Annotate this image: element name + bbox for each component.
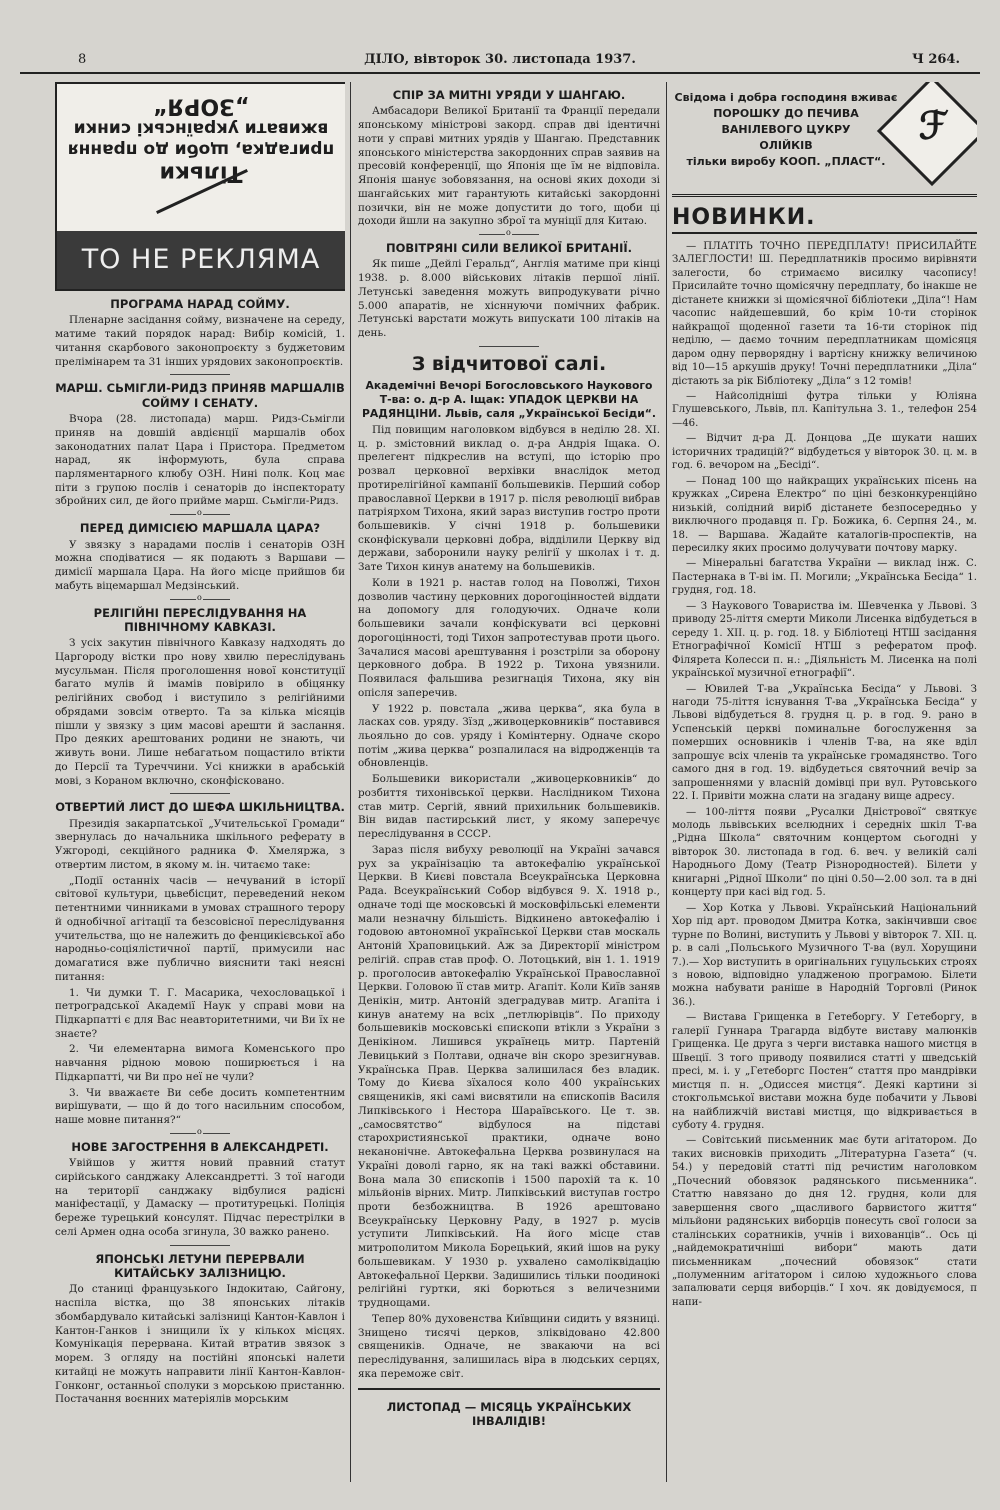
paragraph: У 1922 р. повстала „жива церква“, яка була в ласках сов. уряду. Зїзд „живоцерковників“ поставився льояльно до сов. уряду і Комінтерну. Одначе скоро потім „жива церква“ розпалилася на відродженців та обновленців.: [358, 702, 660, 770]
plast-logo-icon: ℱ: [877, 82, 977, 186]
paragraph: З усіх закутин північного Кавказу надходять до Царгороду вістки про нову хвилю переслідувань мусульман. Після проголошення нової конституції багато мулів й імамів повірило в обіцянку релігійних свобод і виступило з релігійними обрядами зовсім отверто. Та за кілька місяців пішли у звязку з цим масові арешти й заслання. Про деяких арештованих родини не знають, чи живуть вони. Лише небагатьом пощастило втікти до Персії та Туреччини. Усі книжки в арабській мові, з Кораном включно, сконфісковано.: [55, 637, 345, 787]
paragraph: Як пише „Дейлі Геральд“, Англія матиме при кінці 1938. р. 8.000 військових літаків першої лінії. Летунські заведення можуть випродукувати річно 5.000 апаратів, не хісннуючи помічних фабрик. Летунські варстати можуть випускати 100 літаків на день.: [358, 258, 660, 340]
paragraph: Вчора (28. листопада) марш. Ридз-Сьмігли приняв на довшій авдієнції маршалів обох законодатних палат Цара і Пристора. Предметом нарад, як інформують, була справа парляментарного клюбу ОЗН. Нині полк. Коц має піти з групою послів і сенаторів до інспекторату збройних сил, де його приймe марш. Сьмігли-Ридз.: [55, 413, 345, 508]
headline: НОВЕ ЗАГОСТРЕННЯ В АЛЕКСАНДРЕТІ.: [71, 1139, 329, 1154]
column-1: [55, 82, 345, 1502]
masthead: [20, 52, 980, 74]
headline: РЕЛІГІЙНІ ПЕРЕСЛІДУВАННЯ НА ПІВНІЧНОМУ КАВКАЗІ.: [93, 605, 307, 634]
headline: СПІР ЗА МИТНІ УРЯДИ У ШАНГАЮ.: [392, 88, 626, 102]
zorya-line-3: вживати українські синки: [73, 118, 329, 139]
news-item: — ПЛАТІТЬ ТОЧНО ПЕРЕДПЛАТУ! ПРИСИЛАЙТЕ ЗАЛЕГЛОСТИ! Ш. Передплатників просимо вирівняти залегости, бо стримаємо висилку часопису! Присилайте точно щомісячну передплату, бо інакше не дістанете книжки зі щомісячної бібліотеки „Діла“! Нам часопис найдешевший, бо крім 10-ти сторінок найкращої щоденної газети та 16-ти сторінок під неділю, — даємо точним передплатникам щомісяця даром одну перворядну і вартісну книжку величиною від 10—15 аркушів друку! Точні передплатники „Діла“ дістають за рік Бібліотеку „Діла“ з 12 томів!: [672, 241, 977, 387]
paragraph: 1. Чи думки Т. Г. Масарика, чехословацької і петроградської Академії Наук у справі мови на Підкарпатті є для Вас неавторитетними, чи Ви їх не знаєте?: [55, 986, 345, 1040]
paragraph: Під повищим наголовком відбувся в неділю 28. XI. ц. р. змістовний виклад о. д-ра Андрія Іщака. О. прелегент підкреслив на вступі, що історію про розвал церковної верхівки внаслідок метод протирелігійної кампанії большевиків. Перший собор православної Церкви в 1917 р. після революції вибрав патріярхом Тихона, який зараз виступив гостро проти большевиків. У січні 1918 р. большевики сконфіскували церковні добра, відділили Церкву від держави, заборонили науку релігії у школах і т. д. Зате Тихон кинув анатему на большевиків.: [358, 423, 660, 574]
divider: [479, 346, 539, 347]
divider: [170, 374, 230, 375]
paragraph: „Події останніх часів — нечуваний в історії світової культури, цьвебісцит, переведений неком петентними чинниками в умовах страшного терору й однобічної агітації та безсовісної переслідування учительства, що не належить до фенцикієвської або народньо-соціялістичної партії, примусили нас домагатися вже публично вияснити такі неясні питання:: [55, 874, 345, 983]
plast-ad-line-5: тільки виробу КООП. „ПЛАСТ“.: [686, 154, 886, 168]
section-subheading: Академічні Вечорі Богословського Наукового Т-ва: о. д-р А. Іщак: УПАДОК ЦЕРКВИ НА РАДЯНЦІНИ. Львів, саля „Української Бесіди“.: [362, 378, 656, 420]
paragraph: Пленарне засідання сойму, визначене на середу, матиме такий порядок нарад: Вибір комісій, 1. читання скарбового законопроєкту з буджетовим прелімінарем та 31 інших урядових законопроєктів.: [55, 314, 345, 368]
news-item: — Ювилей Т-ва „Українська Бесіда“ у Львові. З нагоди 75-ліття існування Т-ва „Українська Бесіда“ у Львові відбудеться 8. грудня ц. р. в год. 9. рано в Успенській церкві поминальне богослуження за померших основників і членів Т-ва, на яке вділ запрошує всіх членів та українське громадянство. Того самого дня в год. 19. відбудеться святочний вечір за запрошеннями у власній домівці при вул. Рутовського 22. І. Привіти можна слати на згадану вище адресу.: [672, 683, 977, 803]
footer-slogan: ЛИСТОПАД — МІСЯЦЬ УКРАЇНСЬКИХ ІНВАЛІДІВ!: [386, 1399, 632, 1428]
paragraph: Увійшов у життя новий правний статут сирійського санджаку Александретті. З тої нагоди на території санджаку відбулися радісні маніфестації, у Дамаску — протитурецькі. Поліція береже турецький консулят. Підчас перестрілки в селі Армен одна особа згинула, 30 важко ранено.: [55, 1157, 345, 1238]
zorya-line-2: пригадка, щоби до прання: [67, 139, 335, 160]
paragraph: Тепер 80% духовенства Київщини сидить у вязниці. Знищено тисячі церков, зліквідовано 42.800 священиків. Одначе, не звакаючи на всі переслідування, залишилась віра в людських серцях, яка переможе світ.: [358, 1312, 660, 1380]
section-heading: З відчитової салі.: [411, 352, 607, 375]
news-item: — Відчит д-ра Д. Донцова „Де шукати наших історичних традицій?“ відбудеться у вівторок 30. ц. м. в год. 6. вечором на „Бесіді“.: [672, 433, 977, 472]
divider: [170, 793, 230, 794]
paragraph: Коли в 1921 р. настав голод на Поволжі, Тихон дозволив частину церковних дорогоцінностей віддати на допомогу для голодуючих. Одначе коли большевики зачали конфіскувати всі церковні дорогоцінності, тоді Тихон запротестував проти цього. Зачалися масові арештування і розстріли за оборону церковного добра. В 1922 р. Тихона увязнили. Появилася фальшива резигнація Тихона, яку він опісля заперечив.: [358, 576, 660, 699]
masthead-title: ДІЛО, вівторок 30. листопада 1937.: [364, 52, 636, 67]
paragraph: До станиці французького Індокитаю, Сайгону, наспіла вістка, що 38 японських літаків збомбардувало китайські залізниці Кантон-Кавлон і Кантон-Ганков і знищили їх у кількох місцях. Комунікація перервана. Китай втратив звязок з морем. З огляду на постійні японські налети китайці не можуть направити лінії Кантон-Кавлон-Гонконг, останньої сполуки з морською пристанню. Постачання воєнних матеріялів морським: [55, 1283, 345, 1406]
news-item: — Мінеральні багатства України — виклад інж. С. Пастернака в Т-ві ім. П. Могили; „Українська Бесіда“ 1. грудня, год. 18.: [672, 558, 977, 597]
paragraph: 2. Чи елементарна вимога Коменського про навчання рідною мовою поширюється і на Підкарпатті, чи Ви про неї не чули?: [55, 1043, 345, 1083]
paragraph: Президія закарпатської „Учительської Громади“ звернулась до начальника шкільного реферату в Ужгороді, секційного радника Ф. Хмеляржа, з отвертим листом, в якому м. ін. читаємо таке:: [55, 817, 345, 871]
plast-ad-line-4: ОЛІЙКІВ: [759, 138, 813, 152]
divider: o: [170, 599, 230, 600]
headline: МАРШ. СЬМІГЛИ-РИДЗ ПРИНЯВ МАРШАЛІВ СОЙМУ І СЕНАТУ.: [55, 381, 345, 410]
paragraph: У звязку з нарадами послів і сенаторів ОЗН можна сподіватися — як подають з Варшави — димісії маршала Цара. На його місце прийшов би мабуть віцемаршал Медзінський.: [55, 538, 345, 592]
paragraph: 3. Чи вважаєте Ви себе досить компетентним вирішувати, — що й до того насильним способом, наше мовне питання?“: [55, 1086, 345, 1127]
paragraph: Зараз після вибуху революції на Україні зачався рух за українізацію та автокефалію української Церкви. В Києві повстала Всеукраїнська Церковна Рада. Всеукраїнський Собор відбувся 9. X. 1918 р., одначе тоді ще московські й московфільські елементи мали незначну більшість. Відкинено автокефалію і годовою автономної української Церкви став москаль Антоній Храповицький. Аж за Директорії міністром релігій. справ став проф. О. Лотоцький, він 1. 1. 1919 р. проголосив автокефалію Української Православної Церкви. Головою її став митр. Агапіт. Коли Київ заняв Денікін, митр. Антоній здеградував митр. Агапіта і кинув анатему на всіх „петлюрівців“. По приходу большевиків московські єпископи втікли з України з Денікіном. Лишився українець митр. Партеній Левицький з Полтави, одначе він скоро зрезигнував. Українська Прав. Церква залишилася без владик. Тому до Києва зїхалося коло 400 українських священиків, які самі висвятили на єпископів Василя Липківського і Нестора Шараївського. Це т. зв. „самосвятство“ відбулося на підставі старохристиянської практики, одначе воно неканонічне. Автокефальна Церква розвинулася на Україні доволі гарно, як на такі важкі обставини. Вона мала 30 єпископів і 1500 парохій та к. 10 мільйонів вірних. Митр. Липківський виступав гостро проти безбожництва. В 1926 арештовано Всеукраїнську Церковну Раду, в 1927 р. мусів уступити Липківський. На його місце став митрополитом Микола Борецький, який ішов на руку большевикам. У 1930 р. ухвалено самоліквідацію Автокефальної Церкви. Задишились тільки поодинокі релігійні гуртки, які борються з величезними труднощами.: [358, 843, 660, 1310]
zorya-line-1: Тільки: [159, 160, 243, 186]
plast-ad-line-2: ПОРОШКУ ДО ПЕЧИВА: [713, 106, 859, 120]
zorya-advertisement: [55, 82, 345, 291]
plast-ad-line-1: Свідома і добра господиня вживає: [674, 91, 898, 104]
headline: ПОВІТРЯНІ СИЛИ ВЕЛИКОЇ БРИТАНІЇ.: [385, 240, 633, 255]
column-3: [672, 82, 977, 1502]
divider: [170, 1245, 230, 1246]
issue-number: Ч 264.: [911, 52, 960, 67]
headline: ОТВЕРТИЙ ЛИСТ ДО ШЕФА ШКІЛЬНИЦТВА.: [55, 800, 345, 815]
divider: o: [170, 514, 230, 515]
news-item: — З Наукового Товариства ім. Шевченка у Львові. З приводу 25-ліття смерти Миколи Лисенка відбудеться в середу 1. XII. ц. р. год. 18. у Бібліотеці НТШ засідання Етнографічної Комісії НТШ з рефератом проф. Філярета Колесси п. н.: „Діяльність М. Лисенка на полі української музичної етнографії“.: [672, 600, 977, 680]
page-number: 8: [78, 52, 87, 67]
news-item: — Совітський письменник має бути агітатором. До таких висновків приходить „Літературна Газета“ (ч. 54.) у передовій статті під речистим наголовком „Почесний обовязок радянського письменника“. Статтю навязано до дня 12. грудня, коли для завершення свого „щасливого барвистого життя“ мільйони радянських виборців понесуть свої голоси за сталінських соратників, учнів і вихованців“.. Ось ці „найдемократичніші вибори“ мають дати письменникам „почесний обовязок“ стати „полуменним агітатором і силою художнього слова запалювати серця виборців.“ І хоч. як довідуємося, п напи-: [672, 1135, 977, 1308]
news-item: — Хор Котка у Львові. Український Національний Хор під арт. проводом Дмитра Котка, закінчивши своє турне по Волині, виступить у Львові у вівторок 7. XII. ц. р. в салі „Польського Музичного Т-ва (вул. Хорущини 7.).— Хор виступить в оригінальних гуцульських строях з новою, відповідно уладженою програмою. Білети можна набувати раніше в Народній Торговлі (Ринок 36.).: [672, 902, 977, 1008]
paragraph: Амбасадори Великої Британії та Франції передали японському міністрові закорд. справ дві ідентичні ноти у справі митних урядів у Шангаю. Представник японського міністерства закордонних справ заявив на пресовій конференції, що Японія ще їм не відповіла. Японія шанує зобовязання, на основі яких доходи зі шангайських мит гарантують китайські закордонні позички, він не може допустити до того, щоби ці доходи йшли на закупно зброї та муніції для Китаю.: [358, 105, 660, 228]
news-item: — 100-ліття появи „Русалки Дністрової“ святкує молодь львівських вселюдних і середніх шкіл Т-ва „Рідна Школа“ святочним концертом сьогодні у вівторок 30. листопада в год. 6. веч. у великій салі Народнього Дому (Театр Різнородностей). Білети у книгарні „Рідної Школи“ по ціні 0.50—2.00 зол. та в дні концерту при касі від год. 5.: [672, 806, 977, 899]
plast-ad-text: [672, 90, 900, 170]
zorya-line-4: „ЗОРЯ“: [152, 93, 250, 119]
plast-ad-line-3: ВАНІЛЕВОГО ЦУКРУ: [721, 122, 851, 136]
news-item: — Понад 100 що найкращих українських пісень на кружках „Сирена Електро“ по ціні безконкуренційно низькій, солідний виріб дістанете безпосередньо у виключного продавця п. Гр. Божика, 6. Серпня 24., м. 18. — Варшава. Жадайте каталогів-проспектів, на пересилку яких просимо долучувати почтову марку.: [672, 475, 977, 554]
footer-slogan-box: [358, 1388, 660, 1429]
divider: o: [170, 1133, 230, 1134]
plast-advertisement: [672, 82, 977, 197]
news-item: — Найсолідніші футра тільки у Юліяна Глушевського, Львів, пл. Капітульна 3. 1., телефон 254—46.: [672, 390, 977, 429]
zorya-inverted-text: [57, 92, 345, 186]
zorya-banner: ТО НЕ РЕКЛЯМА: [57, 231, 345, 289]
news-item: — Вистава Грищенка в Гетеборгу. У Гетеборгу, в галерії Гуннара Трагарда відбуте виставу малюнків Грищенка. Це друга з черги виставка нашого мистця в Швеції. З того приводу появилися статті у шведській пресі, м. і. у „Гетеборгс Постен“ стаття про мандрівки мистця п. н. „Одиссея мистця“. Деякі картини зі стокгольмської вистави можна буде побачити у Львові на найближчій виставі мистця, що відкривається в суботу 4. грудня.: [672, 1012, 977, 1131]
divider: o: [479, 234, 539, 235]
column-rule-1: [350, 82, 351, 1482]
column-rule-2: [666, 82, 667, 1482]
paragraph: Большевики використали „живоцерковників“ до розбиття тихонівської церкви. Наслідником Тихона став митр. Сергій, явний прихильник большевиків. Він видав пастирський лист, у якому заперечує переслідування в СССР.: [358, 773, 660, 841]
headline: ЯПОНСЬКІ ЛЕТУНИ ПЕРЕРВАЛИ КИТАЙСЬКУ ЗАЛІЗНИЦЮ.: [95, 1251, 305, 1281]
column-2: [358, 82, 660, 1502]
headline: ПРОГРАМА НАРАД СОЙМУ.: [110, 297, 290, 311]
headline: ПЕРЕД ДИМІСІЄЮ МАРШАЛА ЦАРА?: [79, 521, 321, 536]
news-section-title: НОВИНКИ.: [672, 205, 977, 234]
